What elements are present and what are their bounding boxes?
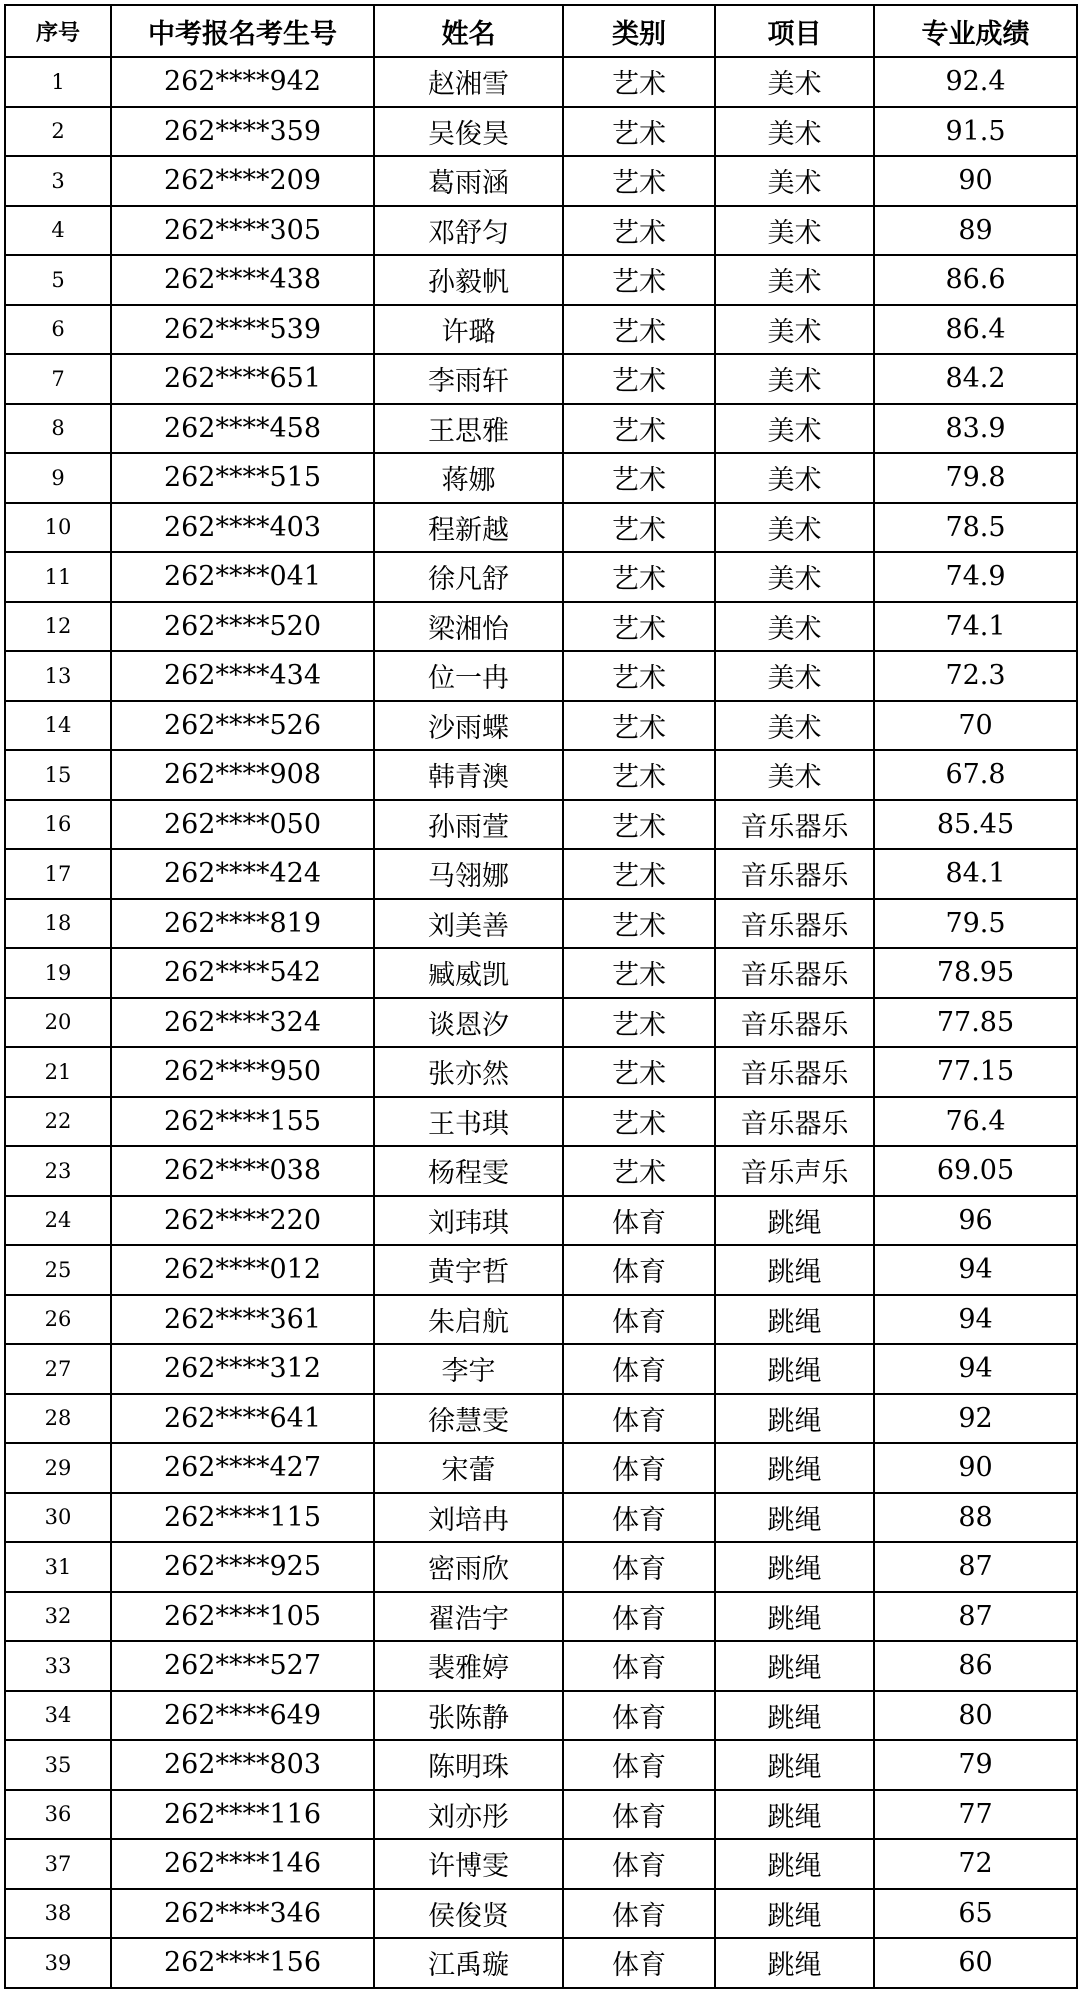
- cell-seq: 24: [5, 1196, 111, 1246]
- cell-item: 美术: [715, 305, 874, 355]
- cell-exam-id: 262****305: [111, 206, 374, 256]
- cell-name: 侯俊贤: [374, 1889, 563, 1939]
- cell-category: 体育: [563, 1493, 715, 1543]
- cell-exam-id: 262****041: [111, 552, 374, 602]
- cell-score: 78.5: [874, 503, 1077, 553]
- cell-seq: 5: [5, 255, 111, 305]
- cell-exam-id: 262****038: [111, 1146, 374, 1196]
- cell-item: 跳绳: [715, 1641, 874, 1691]
- cell-category: 艺术: [563, 651, 715, 701]
- cell-name: 李宇: [374, 1344, 563, 1394]
- table-header-row: [5, 5, 1077, 57]
- header-seq: 序号: [5, 5, 111, 57]
- cell-exam-id: 262****434: [111, 651, 374, 701]
- cell-score: 69.05: [874, 1146, 1077, 1196]
- cell-category: 体育: [563, 1295, 715, 1345]
- cell-name: 孙毅帆: [374, 255, 563, 305]
- cell-item: 跳绳: [715, 1394, 874, 1444]
- table-row: [5, 800, 1077, 850]
- cell-name: 邓舒匀: [374, 206, 563, 256]
- cell-exam-id: 262****209: [111, 156, 374, 206]
- cell-score: 90: [874, 1443, 1077, 1493]
- cell-name: 李雨轩: [374, 354, 563, 404]
- cell-exam-id: 262****115: [111, 1493, 374, 1543]
- cell-item: 跳绳: [715, 1542, 874, 1592]
- cell-item: 美术: [715, 701, 874, 751]
- cell-score: 74.9: [874, 552, 1077, 602]
- cell-item: 美术: [715, 206, 874, 256]
- cell-score: 60: [874, 1938, 1077, 1988]
- table-row: [5, 1196, 1077, 1246]
- cell-seq: 36: [5, 1790, 111, 1840]
- cell-seq: 7: [5, 354, 111, 404]
- cell-category: 体育: [563, 1592, 715, 1642]
- cell-category: 体育: [563, 1196, 715, 1246]
- cell-score: 83.9: [874, 404, 1077, 454]
- cell-score: 84.1: [874, 849, 1077, 899]
- cell-item: 美术: [715, 156, 874, 206]
- cell-score: 94: [874, 1344, 1077, 1394]
- cell-name: 孙雨萱: [374, 800, 563, 850]
- cell-score: 74.1: [874, 602, 1077, 652]
- cell-exam-id: 262****146: [111, 1839, 374, 1889]
- cell-name: 徐凡舒: [374, 552, 563, 602]
- cell-item: 音乐器乐: [715, 1047, 874, 1097]
- table-row: [5, 998, 1077, 1048]
- cell-seq: 23: [5, 1146, 111, 1196]
- cell-seq: 10: [5, 503, 111, 553]
- cell-exam-id: 262****520: [111, 602, 374, 652]
- cell-item: 音乐器乐: [715, 998, 874, 1048]
- table-row: [5, 602, 1077, 652]
- table-row: [5, 1790, 1077, 1840]
- cell-seq: 14: [5, 701, 111, 751]
- cell-category: 艺术: [563, 750, 715, 800]
- cell-item: 跳绳: [715, 1196, 874, 1246]
- cell-name: 许博雯: [374, 1839, 563, 1889]
- cell-category: 体育: [563, 1344, 715, 1394]
- cell-name: 刘亦彤: [374, 1790, 563, 1840]
- cell-exam-id: 262****403: [111, 503, 374, 553]
- cell-exam-id: 262****526: [111, 701, 374, 751]
- table-row: [5, 453, 1077, 503]
- cell-seq: 28: [5, 1394, 111, 1444]
- cell-exam-id: 262****324: [111, 998, 374, 1048]
- cell-item: 音乐器乐: [715, 1097, 874, 1147]
- cell-category: 艺术: [563, 206, 715, 256]
- cell-seq: 9: [5, 453, 111, 503]
- cell-category: 艺术: [563, 552, 715, 602]
- cell-name: 密雨欣: [374, 1542, 563, 1592]
- cell-score: 86.6: [874, 255, 1077, 305]
- cell-category: 艺术: [563, 849, 715, 899]
- cell-score: 87: [874, 1592, 1077, 1642]
- cell-seq: 11: [5, 552, 111, 602]
- cell-exam-id: 262****220: [111, 1196, 374, 1246]
- cell-name: 王书琪: [374, 1097, 563, 1147]
- cell-name: 臧威凯: [374, 948, 563, 998]
- cell-seq: 20: [5, 998, 111, 1048]
- cell-item: 美术: [715, 750, 874, 800]
- cell-exam-id: 262****312: [111, 1344, 374, 1394]
- cell-name: 许璐: [374, 305, 563, 355]
- cell-exam-id: 262****542: [111, 948, 374, 998]
- table-row: [5, 1938, 1077, 1988]
- cell-exam-id: 262****155: [111, 1097, 374, 1147]
- table-row: [5, 651, 1077, 701]
- cell-item: 跳绳: [715, 1839, 874, 1889]
- cell-score: 79: [874, 1740, 1077, 1790]
- cell-score: 87: [874, 1542, 1077, 1592]
- cell-score: 92.4: [874, 57, 1077, 107]
- cell-exam-id: 262****427: [111, 1443, 374, 1493]
- header-category: 类别: [563, 5, 715, 57]
- cell-score: 72: [874, 1839, 1077, 1889]
- cell-score: 88: [874, 1493, 1077, 1543]
- cell-exam-id: 262****458: [111, 404, 374, 454]
- cell-category: 体育: [563, 1889, 715, 1939]
- cell-category: 体育: [563, 1443, 715, 1493]
- cell-exam-id: 262****942: [111, 57, 374, 107]
- cell-exam-id: 262****012: [111, 1245, 374, 1295]
- cell-seq: 27: [5, 1344, 111, 1394]
- cell-seq: 33: [5, 1641, 111, 1691]
- table-row: [5, 503, 1077, 553]
- cell-score: 79.5: [874, 899, 1077, 949]
- cell-item: 跳绳: [715, 1493, 874, 1543]
- cell-name: 张亦然: [374, 1047, 563, 1097]
- table-row: [5, 1839, 1077, 1889]
- table-row: [5, 57, 1077, 107]
- cell-score: 89: [874, 206, 1077, 256]
- cell-category: 艺术: [563, 998, 715, 1048]
- cell-category: 艺术: [563, 948, 715, 998]
- cell-name: 徐慧雯: [374, 1394, 563, 1444]
- cell-exam-id: 262****641: [111, 1394, 374, 1444]
- cell-exam-id: 262****361: [111, 1295, 374, 1345]
- cell-exam-id: 262****346: [111, 1889, 374, 1939]
- table-row: [5, 1344, 1077, 1394]
- cell-seq: 16: [5, 800, 111, 850]
- cell-seq: 34: [5, 1691, 111, 1741]
- cell-seq: 18: [5, 899, 111, 949]
- cell-seq: 25: [5, 1245, 111, 1295]
- cell-category: 体育: [563, 1938, 715, 1988]
- cell-exam-id: 262****424: [111, 849, 374, 899]
- cell-category: 体育: [563, 1790, 715, 1840]
- cell-item: 音乐器乐: [715, 899, 874, 949]
- cell-item: 音乐器乐: [715, 800, 874, 850]
- cell-category: 艺术: [563, 1097, 715, 1147]
- cell-name: 江禹璇: [374, 1938, 563, 1988]
- cell-score: 91.5: [874, 107, 1077, 157]
- cell-seq: 38: [5, 1889, 111, 1939]
- header-item: 项目: [715, 5, 874, 57]
- cell-item: 跳绳: [715, 1691, 874, 1741]
- cell-score: 92: [874, 1394, 1077, 1444]
- cell-seq: 35: [5, 1740, 111, 1790]
- cell-category: 体育: [563, 1839, 715, 1889]
- table-row: [5, 1542, 1077, 1592]
- cell-name: 裴雅婷: [374, 1641, 563, 1691]
- table-row: [5, 255, 1077, 305]
- cell-seq: 32: [5, 1592, 111, 1642]
- cell-item: 跳绳: [715, 1889, 874, 1939]
- table-row: [5, 701, 1077, 751]
- cell-category: 艺术: [563, 354, 715, 404]
- cell-category: 艺术: [563, 899, 715, 949]
- table-row: [5, 1394, 1077, 1444]
- table-row: [5, 849, 1077, 899]
- cell-item: 音乐器乐: [715, 948, 874, 998]
- cell-category: 艺术: [563, 602, 715, 652]
- cell-score: 84.2: [874, 354, 1077, 404]
- table-row: [5, 206, 1077, 256]
- cell-category: 体育: [563, 1740, 715, 1790]
- cell-seq: 21: [5, 1047, 111, 1097]
- table-row: [5, 156, 1077, 206]
- cell-item: 跳绳: [715, 1245, 874, 1295]
- cell-score: 90: [874, 156, 1077, 206]
- cell-exam-id: 262****515: [111, 453, 374, 503]
- table-row: [5, 1097, 1077, 1147]
- cell-score: 85.45: [874, 800, 1077, 850]
- cell-item: 美术: [715, 503, 874, 553]
- cell-category: 艺术: [563, 156, 715, 206]
- cell-name: 谈恩汐: [374, 998, 563, 1048]
- cell-exam-id: 262****116: [111, 1790, 374, 1840]
- cell-seq: 29: [5, 1443, 111, 1493]
- cell-seq: 8: [5, 404, 111, 454]
- cell-name: 吴俊昊: [374, 107, 563, 157]
- cell-name: 王思雅: [374, 404, 563, 454]
- cell-category: 艺术: [563, 1047, 715, 1097]
- cell-score: 80: [874, 1691, 1077, 1741]
- cell-name: 翟浩宇: [374, 1592, 563, 1642]
- cell-item: 跳绳: [715, 1938, 874, 1988]
- cell-exam-id: 262****908: [111, 750, 374, 800]
- cell-item: 美术: [715, 404, 874, 454]
- cell-category: 艺术: [563, 701, 715, 751]
- cell-exam-id: 262****651: [111, 354, 374, 404]
- cell-name: 刘培冉: [374, 1493, 563, 1543]
- table-row: [5, 948, 1077, 998]
- cell-name: 程新越: [374, 503, 563, 553]
- cell-seq: 19: [5, 948, 111, 998]
- table-row: [5, 1691, 1077, 1741]
- cell-score: 72.3: [874, 651, 1077, 701]
- table-row: [5, 750, 1077, 800]
- table-row: [5, 1146, 1077, 1196]
- cell-score: 94: [874, 1295, 1077, 1345]
- table-row: [5, 552, 1077, 602]
- cell-score: 70: [874, 701, 1077, 751]
- cell-seq: 3: [5, 156, 111, 206]
- cell-seq: 13: [5, 651, 111, 701]
- cell-name: 沙雨蝶: [374, 701, 563, 751]
- cell-exam-id: 262****359: [111, 107, 374, 157]
- table-row: [5, 305, 1077, 355]
- cell-name: 位一冉: [374, 651, 563, 701]
- cell-category: 艺术: [563, 305, 715, 355]
- cell-seq: 15: [5, 750, 111, 800]
- cell-name: 蒋娜: [374, 453, 563, 503]
- cell-item: 美术: [715, 107, 874, 157]
- table-row: [5, 1295, 1077, 1345]
- cell-score: 65: [874, 1889, 1077, 1939]
- table-row: [5, 1740, 1077, 1790]
- cell-name: 朱启航: [374, 1295, 563, 1345]
- cell-item: 跳绳: [715, 1790, 874, 1840]
- table-row: [5, 1592, 1077, 1642]
- cell-name: 刘美善: [374, 899, 563, 949]
- cell-category: 艺术: [563, 453, 715, 503]
- cell-exam-id: 262****050: [111, 800, 374, 850]
- table-row: [5, 1889, 1077, 1939]
- cell-category: 体育: [563, 1641, 715, 1691]
- cell-item: 音乐器乐: [715, 849, 874, 899]
- cell-name: 韩青澳: [374, 750, 563, 800]
- cell-score: 94: [874, 1245, 1077, 1295]
- cell-name: 刘玮琪: [374, 1196, 563, 1246]
- cell-item: 跳绳: [715, 1295, 874, 1345]
- cell-name: 宋蕾: [374, 1443, 563, 1493]
- cell-item: 跳绳: [715, 1443, 874, 1493]
- cell-category: 体育: [563, 1245, 715, 1295]
- cell-category: 艺术: [563, 57, 715, 107]
- cell-item: 美术: [715, 651, 874, 701]
- table-row: [5, 1245, 1077, 1295]
- cell-exam-id: 262****156: [111, 1938, 374, 1988]
- cell-name: 梁湘怡: [374, 602, 563, 652]
- cell-item: 跳绳: [715, 1344, 874, 1394]
- cell-item: 美术: [715, 57, 874, 107]
- cell-name: 陈明珠: [374, 1740, 563, 1790]
- score-table: [4, 4, 1078, 1989]
- cell-item: 美术: [715, 552, 874, 602]
- cell-seq: 17: [5, 849, 111, 899]
- cell-seq: 6: [5, 305, 111, 355]
- cell-name: 张陈静: [374, 1691, 563, 1741]
- cell-category: 艺术: [563, 503, 715, 553]
- cell-score: 67.8: [874, 750, 1077, 800]
- cell-seq: 2: [5, 107, 111, 157]
- table-row: [5, 354, 1077, 404]
- cell-score: 79.8: [874, 453, 1077, 503]
- cell-exam-id: 262****105: [111, 1592, 374, 1642]
- cell-category: 艺术: [563, 1146, 715, 1196]
- cell-score: 77.15: [874, 1047, 1077, 1097]
- cell-name: 黄宇哲: [374, 1245, 563, 1295]
- cell-score: 77: [874, 1790, 1077, 1840]
- table-row: [5, 1641, 1077, 1691]
- cell-category: 艺术: [563, 107, 715, 157]
- cell-item: 音乐声乐: [715, 1146, 874, 1196]
- table-row: [5, 899, 1077, 949]
- cell-name: 杨程雯: [374, 1146, 563, 1196]
- cell-name: 葛雨涵: [374, 156, 563, 206]
- cell-score: 86.4: [874, 305, 1077, 355]
- cell-seq: 31: [5, 1542, 111, 1592]
- cell-exam-id: 262****527: [111, 1641, 374, 1691]
- cell-category: 体育: [563, 1542, 715, 1592]
- cell-seq: 39: [5, 1938, 111, 1988]
- cell-seq: 12: [5, 602, 111, 652]
- cell-score: 96: [874, 1196, 1077, 1246]
- cell-seq: 1: [5, 57, 111, 107]
- score-table-container: [4, 4, 1076, 1989]
- cell-seq: 26: [5, 1295, 111, 1345]
- cell-name: 赵湘雪: [374, 57, 563, 107]
- cell-item: 美术: [715, 453, 874, 503]
- cell-seq: 37: [5, 1839, 111, 1889]
- table-row: [5, 1493, 1077, 1543]
- cell-score: 77.85: [874, 998, 1077, 1048]
- cell-item: 跳绳: [715, 1592, 874, 1642]
- cell-seq: 4: [5, 206, 111, 256]
- table-row: [5, 1047, 1077, 1097]
- header-exam-id: 中考报名考生号: [111, 5, 374, 57]
- table-row: [5, 1443, 1077, 1493]
- cell-exam-id: 262****950: [111, 1047, 374, 1097]
- cell-seq: 30: [5, 1493, 111, 1543]
- cell-score: 78.95: [874, 948, 1077, 998]
- cell-score: 86: [874, 1641, 1077, 1691]
- cell-category: 艺术: [563, 255, 715, 305]
- cell-exam-id: 262****819: [111, 899, 374, 949]
- cell-item: 美术: [715, 255, 874, 305]
- cell-category: 艺术: [563, 404, 715, 454]
- cell-category: 体育: [563, 1394, 715, 1444]
- cell-exam-id: 262****539: [111, 305, 374, 355]
- cell-score: 76.4: [874, 1097, 1077, 1147]
- cell-category: 艺术: [563, 800, 715, 850]
- cell-exam-id: 262****438: [111, 255, 374, 305]
- cell-name: 马翎娜: [374, 849, 563, 899]
- table-row: [5, 107, 1077, 157]
- cell-seq: 22: [5, 1097, 111, 1147]
- cell-category: 体育: [563, 1691, 715, 1741]
- table-row: [5, 404, 1077, 454]
- cell-item: 美术: [715, 354, 874, 404]
- table-body: [5, 57, 1077, 1988]
- cell-exam-id: 262****649: [111, 1691, 374, 1741]
- header-score: 专业成绩: [874, 5, 1077, 57]
- cell-item: 跳绳: [715, 1740, 874, 1790]
- header-name: 姓名: [374, 5, 563, 57]
- cell-item: 美术: [715, 602, 874, 652]
- cell-exam-id: 262****803: [111, 1740, 374, 1790]
- cell-exam-id: 262****925: [111, 1542, 374, 1592]
